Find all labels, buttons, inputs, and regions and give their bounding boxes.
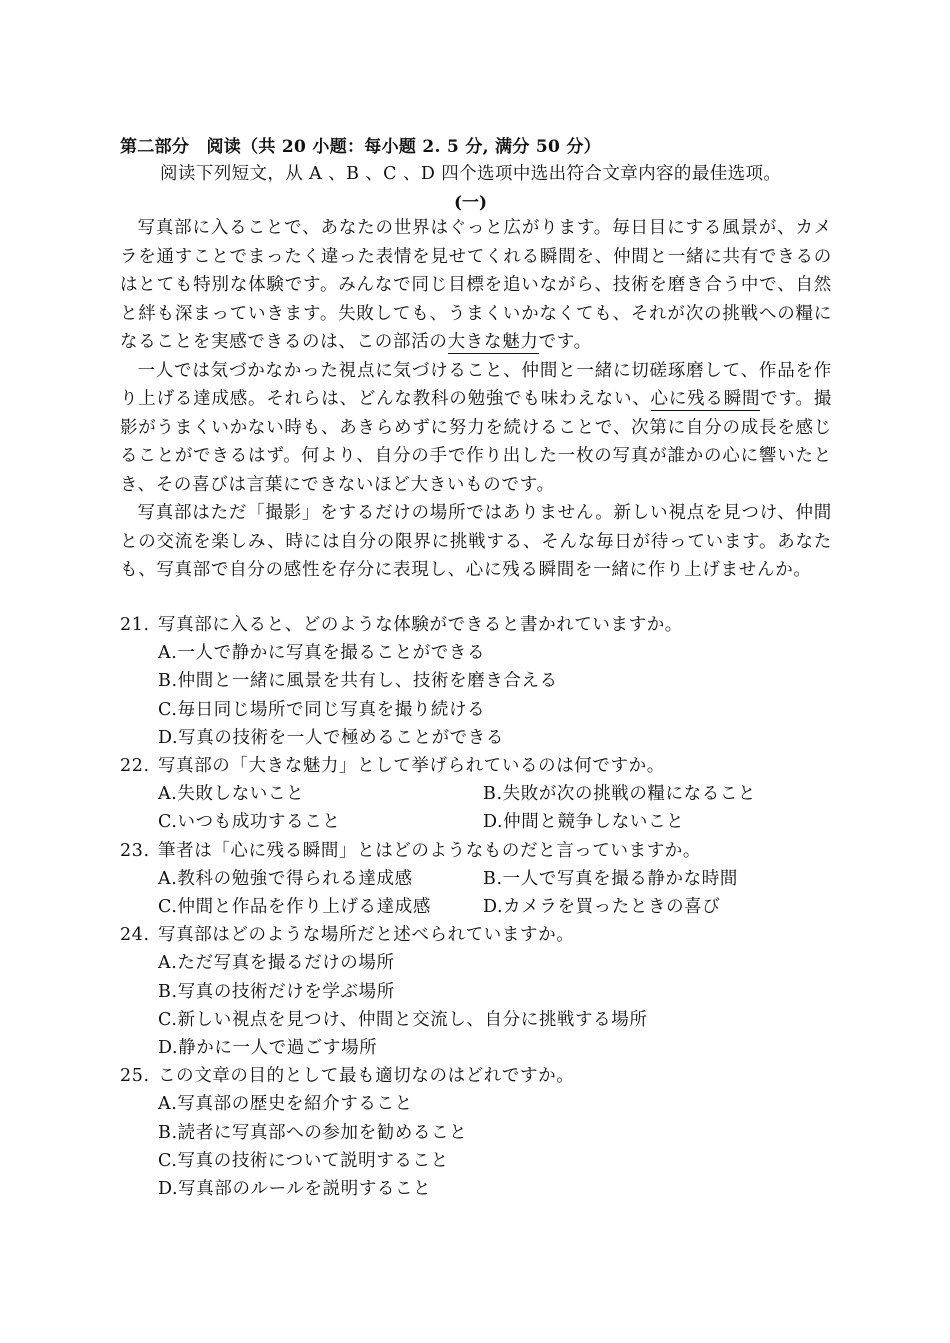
question-number: 21. [120,615,150,635]
option-a: A.教科の勉強で得られる達成感 [158,868,413,889]
question-stem: この文章の目的として最も適切なのはどれですか。 [158,1066,575,1087]
question-list [120,611,832,1203]
question-stem: 筆者は「心に残る瞬間」とはどのようなものだと言っていますか。 [158,840,701,861]
question-stem: 写真部はどのような場所だと述べられていますか。 [158,925,575,946]
passage-paragraph-2 [120,357,832,500]
option-b: B.失敗が次の挑戦の糧になること [483,784,757,805]
question-23 [120,837,832,922]
instruction-text: 阅读下列短文，从 A 、B 、C 、D 四个选项中选出符合文章内容的最佳选项。 [160,164,782,184]
option-b: B.読者に写真部への参加を勧めること [158,1122,468,1143]
option-c: C.写真の技術について説明すること [158,1150,449,1171]
option-d: D.仲間と競争しないこと [483,812,685,833]
question-24 [120,921,832,1062]
question-25 [120,1062,832,1203]
section-title: 第二部分 阅读（共 20 小题：每小题 2. 5 分, 满分 50 分） [120,137,601,157]
question-number: 25. [120,1066,150,1087]
option-b: B.一人で写真を撮る静かな時間 [483,868,738,889]
question-stem: 写真部に入ると、どのような体験ができると書かれていますか。 [158,615,683,635]
passage-text: です。撮影がうまくいかない時も、あきらめずに努力を続けることで、次第に自分の成長を感じることができるはず。何より、自分の手で作り出した一枚の写真が誰かの心に響いたとき、その喜びは言葉にできないほど大きいものです。 [120,389,832,495]
question-21 [120,611,832,752]
option-a: A.一人で静かに写真を撮ることができる [158,643,486,664]
option-d: D.写真の技術を一人で極めることができる [158,727,504,748]
option-d: D.静かに一人で過ごす場所 [158,1038,378,1059]
option-a: A.ただ写真を撮るだけの場所 [158,953,395,974]
passage-paragraph-3: 写真部はただ「撮影」をするだけの場所ではありません。新しい視点を見つけ、仲間との交流を楽しみ、時には自分の限界に挑戦する、そんな毎日が待っています。あなたも、写真部で自分の感性を存分に表現し、心に残る瞬間を一緒に作り上げませんか。 [120,503,832,580]
option-c: C.仲間と作品を作り上げる達成感 [158,897,431,918]
question-number: 24. [120,925,150,946]
option-b: B.写真の技術だけを学ぶ場所 [158,981,395,1002]
option-b: B.仲間と一緒に風景を共有し、技術を磨き合える [158,671,558,692]
question-number: 23. [120,840,150,861]
question-stem: 写真部の「大きな魅力」として挙げられているのは何ですか。 [158,756,665,777]
underlined-phrase-charm: 大きな魅力 [447,332,539,352]
reading-passage [120,214,832,585]
passage-text: 一人では気づかなかった視点に気づけること、仲間と一緒に切磋琢磨して、作品を作り上げる達成感。それらは、どんな教科の勉強でも味わえない、 [120,360,832,409]
passage-text: です。 [538,332,592,352]
option-c: C.毎日同じ場所で同じ写真を撮り続ける [158,699,486,720]
question-number: 22. [120,756,150,777]
question-22 [120,752,832,837]
passage-text: 写真部に入ることで、あなたの世界はぐっと広がります。毎日目にする風景が、カメラを通すことでまったく違った表情を見せてくれる瞬間を、仲間と一緒に共有できるのはとても特別な体験です。みんなで同じ目標を追いながら、技術を磨き合う中で、自然と絆も深まっていきます。失敗しても、うまくいかなくても、それが次の挑戦への糧になることを実感できるのは、この部活の [120,218,832,352]
underlined-phrase-moment: 心に残る瞬間 [650,389,761,409]
passage-number: (一) [454,193,488,213]
option-c: C.新しい視点を見つけ、仲間と交流し、自分に挑戦する場所 [158,1009,648,1030]
option-d: D.写真部のルールを説明すること [158,1179,432,1200]
option-a: A.失敗しないこと [158,784,305,805]
passage-paragraph-1 [120,214,832,357]
option-a: A.写真部の歴史を紹介すること [158,1094,413,1115]
option-c: C.いつも成功すること [158,812,341,833]
option-d: D.カメラを買ったときの喜び [483,897,721,918]
